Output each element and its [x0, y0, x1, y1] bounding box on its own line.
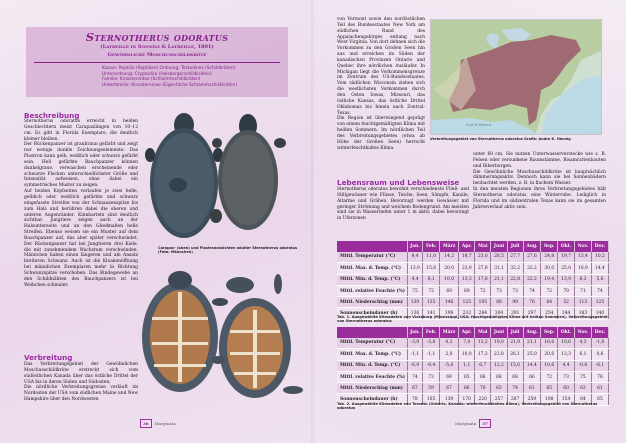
table-cell: 6,1 — [574, 349, 591, 360]
table-row — [337, 285, 609, 296]
table-cell: 27,8 — [475, 263, 491, 274]
table-cell: 10,2 — [591, 252, 608, 263]
table-cell: 31,1 — [491, 263, 507, 274]
month-header: Aug. — [523, 327, 541, 338]
table-cell: 73 — [491, 285, 507, 296]
table-cell: 125 — [459, 297, 475, 308]
table-cell: 6,1 — [423, 274, 440, 285]
paragraph: unter 60 cm. Sie nutzen Unterwasserverstecke wie z. B. Felsen oder versunkene Baumstämme, Bisamrattenbauten und Biberburgen. — [473, 152, 606, 169]
table-cell: 74 — [523, 285, 541, 296]
table-caption-1: Tab. 1. Ausgewählte Klimadaten von Vicksburg (Mississippi, USA; feuchtgemäßigtes Klima mit heißen Sommern), Verbreitungsgebiet von Sternotherus odoratus — [337, 315, 608, 324]
table-cell: 30,0 — [541, 263, 558, 274]
month-header: Mai — [475, 327, 491, 338]
table-cell: 59 — [423, 383, 440, 394]
page-spine — [311, 0, 315, 443]
table-cell: 10,6 — [558, 338, 575, 349]
table-body — [337, 252, 609, 320]
table-row — [337, 252, 609, 263]
table-cell: 19,0 — [491, 338, 507, 349]
table-cell: 27,7 — [507, 252, 523, 263]
row-label: Mittl. Max. d. Temp. (°C) — [337, 349, 407, 360]
table-cell: 14,4 — [591, 263, 608, 274]
row-label: Mittl. Min. d. Temp. (°C) — [337, 360, 407, 371]
table-cell: 71 — [574, 285, 591, 296]
table-cell: 25,0 — [523, 349, 541, 360]
table-cell: 68 — [507, 371, 523, 382]
table-cell: 257 — [491, 394, 507, 405]
paragraph: Der Rückenpanzer ist graubraun gefärbt und zeigt nur wenige dunkle Zeichnungselemente. Das Plastron kann gelb, weißlich oder schwarz gefärbt sein. Hell gefärbte Bauchpanzer können dunkelgraue, verwaschen erscheinende oder schwarze Flecken unterschiedlichster Größe und Intensität aufweisen, ohne dabei ein symmetrisches Muster zu zeigen. — [24, 142, 138, 189]
table-cell: 70 — [475, 383, 491, 394]
table-cell: 70 — [558, 285, 575, 296]
page-number: 36 — [140, 419, 152, 428]
table-cell: 74 — [507, 383, 523, 394]
month-header: März — [439, 241, 458, 252]
month-header: Juni — [491, 241, 507, 252]
table-cell: 73 — [507, 285, 523, 296]
table-cell: 66 — [459, 383, 475, 394]
table-cell: 19,4 — [541, 274, 558, 285]
table-cell: 74 — [407, 371, 423, 382]
row-label: Mittl. Max. d. Temp. (°C) — [337, 263, 407, 274]
table-cell: 65 — [459, 371, 475, 382]
table-cell: 13,9 — [407, 263, 423, 274]
table-cell: 9,4 — [407, 252, 423, 263]
row-label: Sonnenscheindauer (h) — [337, 394, 407, 405]
table-cell: -3,8 — [423, 338, 440, 349]
paragraph: Die nördliche Verbreitungsgrenze verläuft im Nordosten der USA vom südlichen Maine und New Hampshire über den Nordwesten — [24, 385, 138, 403]
table-cell: 78 — [407, 394, 423, 405]
table-cell: 23,9 — [459, 263, 475, 274]
table-cell: 66 — [523, 371, 541, 382]
table-header-row — [337, 241, 609, 252]
table-cell: 61 — [523, 383, 541, 394]
table-cell: 69 — [439, 371, 458, 382]
paragraph: Die Region ist überwiegend geprägt von einem feuchtgemäßigten Klima mit heißen Sommern. Im nördlichen Teil des Verbreitungsgebietes (etwa ab Höhe der Großen Seen) herrscht winterfeuchtkaltes Klima. — [337, 116, 425, 151]
magazine-name: Marginata — [455, 421, 477, 426]
month-header: Jan. — [407, 327, 423, 338]
row-label: Mittl. relative Feuchte (%) — [337, 285, 407, 296]
table-cell: 291 — [507, 308, 523, 319]
table-cell: 8,3 — [574, 274, 591, 285]
table-cell: 68 — [491, 371, 507, 382]
table-caption-2: Tab. 2. Ausgewählte Klimadaten von Toronto (Ontario, Kanada; winterfeuchtkaltes Klima), Verbreitungsgebiet von Sternotherus odoratus — [337, 402, 598, 411]
table-cell: 15,0 — [507, 360, 523, 371]
table-cell: 287 — [507, 394, 523, 405]
month-header: Juni — [491, 327, 507, 338]
table-cell: 23,0 — [475, 252, 491, 263]
table-cell: 105 — [475, 297, 491, 308]
table-header-row — [337, 327, 609, 338]
table-cell: 232 — [459, 308, 475, 319]
table-cell: -3,9 — [407, 338, 423, 349]
table-cell: 75 — [574, 371, 591, 382]
table-cell: 60 — [558, 383, 575, 394]
taxonomy-line: Unterfamilie: Kinosterninae (Eigentliche Schlammschildkröten) — [102, 83, 238, 88]
table-cell: 74 — [591, 285, 608, 296]
table-cell: 72 — [423, 285, 440, 296]
table-row — [337, 274, 609, 285]
table-cell: 1,1 — [459, 360, 475, 371]
page-folio-right — [455, 419, 491, 428]
paragraph: In den meisten Regionen ihres Verbreitungsgebietes hält Sternotherus odoratus eine Winterruhe. Lediglich in Florida und im südzentralen Texas kann sie im gesamten Jahresverlauf aktiv sein. — [473, 187, 606, 210]
paragraph: von Vermont sowie den nordöstlichen Teil des Bundesstaates New York am südlichen Rand des Appalachengebirges entlang nach West Virginia. Von dort dehnen sich die Vorkommen zu den Großen Seen hin aus und erreichen im Süden der kanadischen Provinzen Ontario und Quebec ihre nördlichen Ausläufer. In Michigan liegt die Vorkommensgrenze im Zentrum des US-Bundesstaates. Vom südlichen Wisconsin ziehen sich die westlichsten Vorkommen durch den Osten Iowas, Missouri, das östliche Kansas, das östliche Drittel Oklahomas bis hinein nach Zentral-Texas. — [337, 17, 426, 116]
month-header: Okt. — [558, 327, 575, 338]
table-cell: 13,3 — [459, 274, 475, 285]
table-cell: 4,4 — [558, 360, 575, 371]
heading-lebensraum: Lebensraum und Lebensweise — [337, 178, 460, 187]
row-label: Sonnenscheindauer (h) — [337, 308, 407, 319]
month-header: Feb. — [423, 241, 440, 252]
table-cell: 67 — [407, 383, 423, 394]
table-cell: 14,4 — [523, 360, 541, 371]
taxonomy-line: Klasse: Reptilia (Reptilien) Ordnung: Testudines (Schildkröten) — [102, 66, 236, 71]
row-label: Mittl. Temperatur (°C) — [337, 338, 407, 349]
table-cell: 63 — [491, 383, 507, 394]
table-cell: 21,9 — [507, 338, 523, 349]
table-cell: 259 — [523, 394, 541, 405]
month-header: Dez. — [591, 327, 608, 338]
table-cell: 21,1 — [491, 274, 507, 285]
table-cell: 75 — [407, 285, 423, 296]
table-cell: 170 — [459, 394, 475, 405]
table-cell: -6,9 — [407, 360, 423, 371]
month-header: Sep. — [541, 327, 558, 338]
table-cell: 304 — [491, 308, 507, 319]
turtle-plastron-photo-2 — [210, 270, 305, 410]
page-folio-left — [140, 419, 176, 428]
climate-table-vicksburg — [337, 241, 609, 320]
month-header: Nov. — [574, 241, 591, 252]
table-cell: 10,6 — [541, 360, 558, 371]
taxonomy-line: Familie: Kinosternidae (Schlammschildkröten) — [102, 77, 201, 82]
table-cell: 140 — [591, 308, 608, 319]
table-cell: -9,4 — [423, 360, 440, 371]
table-cell: 17,8 — [475, 274, 491, 285]
lebensraum-text-left — [337, 187, 469, 222]
table-cell: 4,3 — [574, 338, 591, 349]
table-cell: 88 — [491, 297, 507, 308]
table-cell: 76 — [523, 297, 541, 308]
month-header: Aug. — [523, 241, 541, 252]
table-cell: 135 — [423, 297, 440, 308]
table-cell: 11,0 — [423, 252, 440, 263]
table-cell: 13,9 — [558, 274, 575, 285]
table-cell: 16,6 — [541, 338, 558, 349]
table-cell: 13,4 — [574, 252, 591, 263]
table-cell: -0,6 — [574, 360, 591, 371]
table-cell: 99 — [507, 297, 523, 308]
paragraph: Das Verbreitungsgebiet der Gewöhnlichen Moschusschildkröte erstreckt sich vom südöstlichen Kanada über das östliche Drittel der USA bis in deren Süden und Südosten. — [24, 362, 138, 385]
page-number: 37 — [479, 419, 491, 428]
magazine-name: Marginata — [154, 421, 176, 426]
table-cell: 20,6 — [541, 349, 558, 360]
table-cell: 139 — [439, 394, 458, 405]
table-cell: 73 — [423, 371, 440, 382]
month-header: Juli — [507, 327, 523, 338]
lebensraum-text-right — [473, 152, 606, 210]
table-cell: 21,1 — [523, 338, 541, 349]
table-cell: -1,1 — [407, 349, 423, 360]
month-header: Jan. — [407, 241, 423, 252]
table-cell: 69 — [459, 285, 475, 296]
paragraph: Auf beiden Kopfseiten verlaufen je zwei helle, gelblich oder weißlich gefärbte und schwarz eingefasste Streifen von der Schnauzenspitze bis zum Hals und berühren dabei die oberen und unteren Augenränder. Kinnbarteln sind deutlich sichtbar. Jungtiere zeigen auch an der Halsunterseite und an den Gliedmaßen helle Streifen. Ebenso weisen sie ein Muster auf dem Bauchpanzer auf, das aber später verschwindet. Der Rückenpanzer hat bei Jungtieren drei Kiele, die mit zunehmendem Wachstum verschwinden. Männchen haben einen längeren und am Ansatz breiteren Schwanz. Auch ist die Kloakenöffnung bei männlichen Exemplaren mehr in Richtung Schwanzspitze verschoben. Das Bindegewebe an den Schildnähten des Bauchpanzers ist bei Weibchen schmaler. — [24, 189, 138, 288]
table-cell: 67 — [439, 383, 458, 394]
table-cell: 0,6 — [591, 349, 608, 360]
turtle-carapax-photo-2 — [208, 108, 288, 243]
row-label: Mittl. Temperatur (°C) — [337, 252, 407, 263]
table-cell: 130 — [407, 297, 423, 308]
table-cell: 154 — [558, 394, 575, 405]
table-cell: 27,6 — [523, 252, 541, 263]
table-cell: 18,9 — [574, 263, 591, 274]
table-cell: 0,2 — [439, 338, 458, 349]
table-cell: 72 — [475, 285, 491, 296]
paragraph: Sternotherus odoratus bewohnt verschiedenste Fließ- und Stillgewässer wie Flüsse, Teiche, Seen, Sümpfe, Kanäle, Altarme und Gräben. Bevorzugt werden Gewässer mit geringer Strömung und weichem Bodengrund. Am meisten sind sie in Wassertiefen unter 1 m aktiv, dabei bevorzugt in Uferzonen — [337, 187, 469, 222]
table-cell: 22,2 — [523, 274, 541, 285]
table-cell: 32,2 — [507, 263, 523, 274]
table-cell: 199 — [439, 308, 458, 319]
taxonomy-line: Unterordnung: Cryptodira (Halsbergerschildkröten) — [102, 72, 212, 77]
month-header: Dez. — [591, 241, 608, 252]
table-body — [337, 338, 609, 406]
row-label: Mittl. Min. d. Temp. (°C) — [337, 274, 407, 285]
month-header: Juli — [507, 241, 523, 252]
table-cell: 141 — [423, 308, 440, 319]
row-label: Mittl. Niederschlag (mm) — [337, 297, 407, 308]
table-corner — [337, 327, 407, 338]
table-cell: 125 — [591, 297, 608, 308]
table-cell: 25,0 — [558, 263, 575, 274]
table-row — [337, 371, 609, 382]
heading-beschreibung: Beschreibung — [24, 111, 80, 120]
table-row — [337, 263, 609, 274]
table-cell: 5,6 — [591, 274, 608, 285]
table-cell: 26,5 — [491, 252, 507, 263]
month-header: März — [439, 327, 458, 338]
table-row — [337, 349, 609, 360]
species-authority: (Latreille in Sonnini & Latreille, 1801) — [100, 44, 214, 50]
table-cell: 146 — [439, 297, 458, 308]
beschreibung-text — [24, 119, 138, 288]
table-cell: 66 — [475, 371, 491, 382]
table-cell: 61 — [591, 383, 608, 394]
verbreitung-continued-text — [337, 17, 425, 151]
table-cell: 220 — [475, 394, 491, 405]
table-cell: 113 — [574, 297, 591, 308]
header-divider — [34, 62, 280, 63]
table-cell: 244 — [558, 308, 575, 319]
table-cell: 14,2 — [439, 252, 458, 263]
month-header: Okt. — [558, 241, 575, 252]
table-cell: 18,7 — [459, 252, 475, 263]
species-title: Sternotherus odoratus — [85, 30, 229, 44]
table-cell: 72 — [541, 371, 558, 382]
table-cell: 26,1 — [507, 349, 523, 360]
month-header: Apr. — [459, 241, 475, 252]
table-cell: 284 — [475, 308, 491, 319]
table-cell: 20,0 — [439, 263, 458, 274]
table-cell: 13,2 — [475, 338, 491, 349]
table-row — [337, 383, 609, 394]
table-cell: 13,3 — [558, 349, 575, 360]
table-cell: 65 — [541, 383, 558, 394]
table-cell: 183 — [574, 308, 591, 319]
table-cell: 17,2 — [475, 349, 491, 360]
month-header: Feb. — [423, 327, 440, 338]
table-cell: 136 — [407, 308, 423, 319]
table-cell: 22,8 — [491, 349, 507, 360]
table-cell: 10,0 — [439, 274, 458, 285]
month-header: Mai — [475, 241, 491, 252]
heading-verbreitung: Verbreitung — [24, 353, 73, 362]
table-cell: -5,0 — [439, 360, 458, 371]
table-cell: 22,8 — [507, 274, 523, 285]
table-cell: 65 — [591, 394, 608, 405]
table-cell: 52 — [558, 297, 575, 308]
table-cell: 12,2 — [491, 360, 507, 371]
row-label: Mittl. Niederschlag (mm) — [337, 383, 407, 394]
table-cell: 4,4 — [407, 274, 423, 285]
paragraph: Die Gewöhnliche Moschusschildkröte ist hauptsächlich dämmerungsaktiv. Dennoch kann sie bei Sonnenbädern beobachtet werden, z. B. in flachem Wasser. — [473, 169, 606, 187]
table-cell: 19,7 — [558, 252, 575, 263]
table-cell: 84 — [574, 394, 591, 405]
table-cell: 63 — [574, 383, 591, 394]
common-name: Gewöhnliche Moschusschildkröte — [107, 52, 207, 58]
table-cell: 64 — [541, 297, 558, 308]
map-graphic — [431, 20, 602, 135]
table-cell: 76 — [591, 371, 608, 382]
table-cell: 2,8 — [439, 349, 458, 360]
table-cell: 198 — [541, 394, 558, 405]
verbreitung-text — [24, 362, 138, 403]
map-label-gulf: Gulf of Mexico — [466, 123, 491, 127]
table-corner — [337, 241, 407, 252]
table-cell: -1,1 — [423, 349, 440, 360]
table-cell: 15,6 — [423, 263, 440, 274]
paragraph: Sternotherus odoratus erreicht in beiden Geschlechtern meist Carapaxlängen von 10–12 cm. Es gibt in Florida Exemplare, die deutlich kleiner bleiben. — [24, 119, 138, 142]
table-cell: 297 — [523, 308, 541, 319]
table-cell: 69 — [439, 285, 458, 296]
table-cell: 10,0 — [459, 349, 475, 360]
table-cell: 6,7 — [475, 360, 491, 371]
photo-caption: Carapax- (oben) und Plastronansichten adulter Sternotherus odoratus (Foto: Männchen) — [158, 246, 298, 255]
table-cell: 73 — [558, 371, 575, 382]
table-cell: -1,8 — [591, 338, 608, 349]
distribution-map — [430, 19, 602, 135]
map-caption: Verbreitungsgebiet von Sternotherus odoratus Grafik: Andre K. Hennig — [430, 137, 571, 141]
month-header: Apr. — [459, 327, 475, 338]
table-cell: -6,1 — [591, 360, 608, 371]
table-cell: 105 — [423, 394, 440, 405]
month-header: Sep. — [541, 241, 558, 252]
table-cell: 72 — [541, 285, 558, 296]
table-cell: 7,0 — [459, 338, 475, 349]
table-row — [337, 338, 609, 349]
row-label: Mittl. relative Feuchte (%) — [337, 371, 407, 382]
species-header — [26, 27, 288, 97]
table-cell: 32,2 — [523, 263, 541, 274]
table-cell: 254 — [541, 308, 558, 319]
table-row — [337, 297, 609, 308]
month-header: Nov. — [574, 327, 591, 338]
table-row — [337, 360, 609, 371]
table-cell: 24,8 — [541, 252, 558, 263]
climate-table-toronto — [337, 327, 609, 406]
